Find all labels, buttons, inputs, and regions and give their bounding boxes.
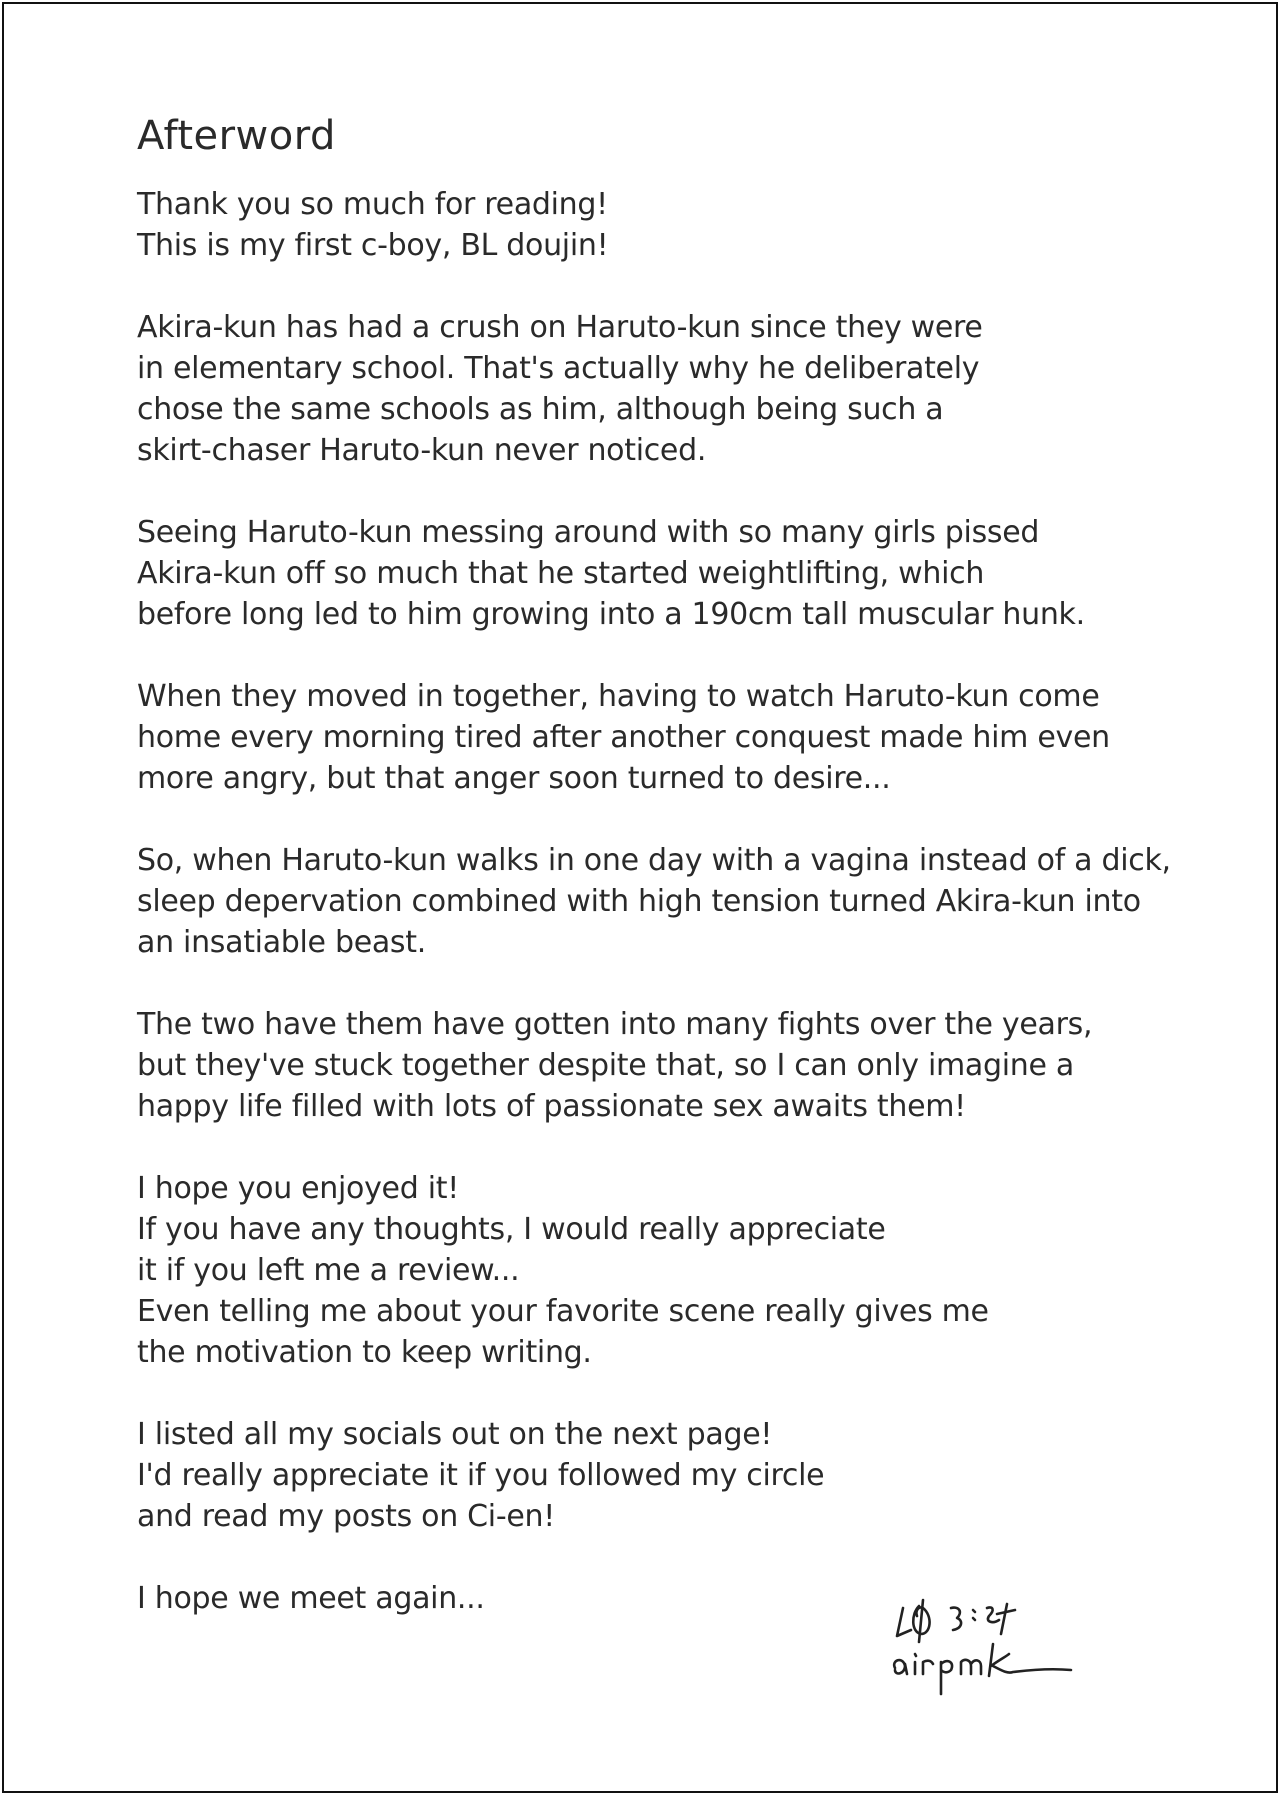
text-line: more angry, but that anger soon turned to desire... <box>137 761 891 796</box>
text-line: the motivation to keep writing. <box>137 1335 592 1370</box>
text-line: sleep depervation combined with high tension turned Akira-kun into <box>137 884 1141 919</box>
text-line: Akira-kun off so much that he started weightlifting, which <box>137 556 985 591</box>
text-line: but they've stuck together despite that, so I can only imagine a <box>137 1048 1074 1083</box>
signature-icon <box>889 1594 1079 1704</box>
text-line: The two have them have gotten into many fights over the years, <box>137 1007 1093 1042</box>
paragraph-crush <box>137 307 1177 471</box>
text-line: and read my posts on Ci-en! <box>137 1499 555 1534</box>
text-line: Akira-kun has had a crush on Haruto-kun since they were <box>137 310 983 345</box>
text-line: When they moved in together, having to watch Haruto-kun come <box>137 679 1100 714</box>
paragraph-moved-in <box>137 676 1177 799</box>
page-title: Afterword <box>137 113 336 159</box>
text-line: chose the same schools as him, although being such a <box>137 392 944 427</box>
text-line: If you have any thoughts, I would really appreciate <box>137 1212 886 1247</box>
text-line: home every morning tired after another conquest made him even <box>137 720 1110 755</box>
paragraph-thanks <box>137 184 1177 266</box>
text-line: I hope we meet again... <box>137 1581 485 1616</box>
paragraph-beast <box>137 840 1177 963</box>
text-line: it if you left me a review... <box>137 1253 520 1288</box>
paragraph-weightlifting <box>137 512 1177 635</box>
text-line: I'd really appreciate it if you followed my circle <box>137 1458 825 1493</box>
text-line: Seeing Haruto-kun messing around with so many girls pissed <box>137 515 1040 550</box>
page-frame <box>2 2 1278 1793</box>
paragraph-socials <box>137 1414 1177 1537</box>
text-line: an insatiable beast. <box>137 925 426 960</box>
text-line: I hope you enjoyed it! <box>137 1171 459 1206</box>
text-line: in elementary school. That's actually why he deliberately <box>137 351 980 386</box>
afterword-content <box>137 112 1177 1660</box>
text-line: So, when Haruto-kun walks in one day with a vagina instead of a dick, <box>137 843 1171 878</box>
paragraph-review <box>137 1168 1177 1373</box>
paragraph-together <box>137 1004 1177 1127</box>
text-line: happy life filled with lots of passionate sex awaits them! <box>137 1089 966 1124</box>
text-line: skirt-chaser Haruto-kun never noticed. <box>137 433 707 468</box>
text-line: Even telling me about your favorite scene really gives me <box>137 1294 989 1329</box>
handwritten-signature <box>889 1594 1079 1704</box>
text-line: Thank you so much for reading! <box>137 187 608 222</box>
text-line: This is my first c-boy, BL doujin! <box>137 228 609 263</box>
text-line: before long led to him growing into a 190cm tall muscular hunk. <box>137 597 1085 632</box>
text-line: I listed all my socials out on the next page! <box>137 1417 773 1452</box>
